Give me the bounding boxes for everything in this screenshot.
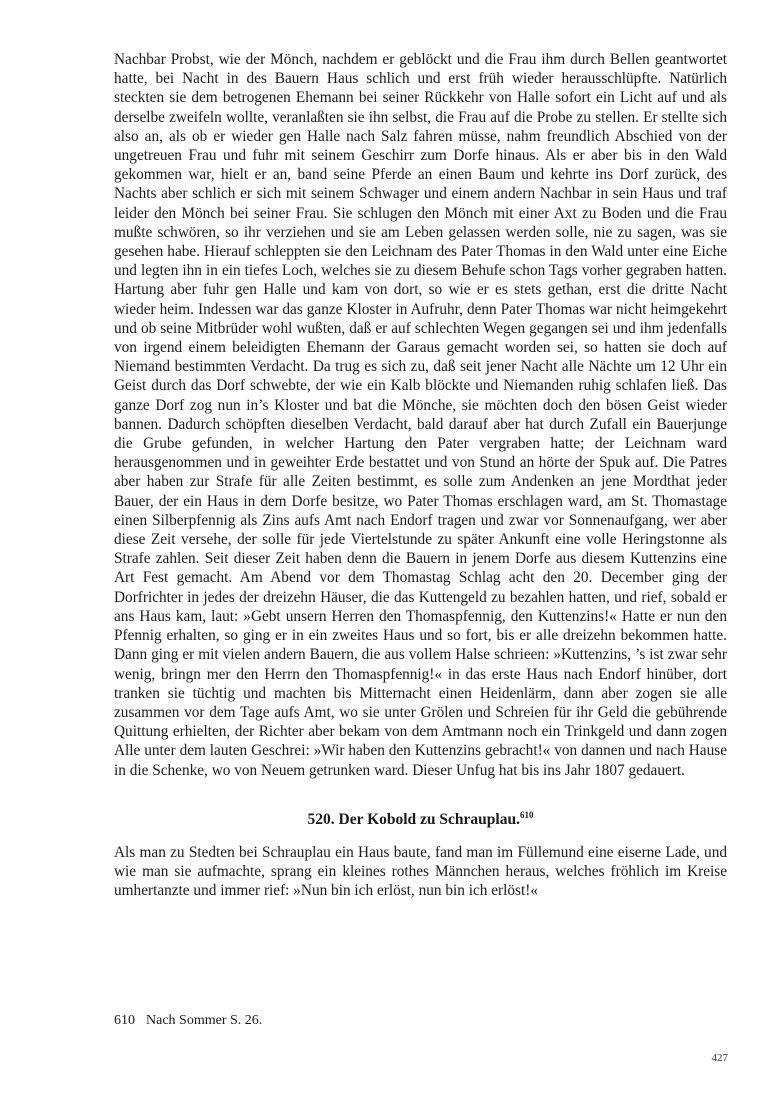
- section-heading: [114, 810, 727, 829]
- section-heading-text: 520. Der Kobold zu Schrauplau.: [307, 810, 520, 828]
- footnote-text: Nach Sommer S. 26.: [146, 1013, 263, 1028]
- page-number: 427: [711, 1052, 728, 1064]
- page-body: [114, 50, 727, 901]
- footnote-reference: 610: [519, 809, 534, 820]
- footnote-number: 610: [114, 1013, 135, 1028]
- footnote: [114, 1013, 262, 1029]
- body-paragraph: Nachbar Probst, wie der Mönch, nachdem er geblöckt und die Frau ihm durch Bellen geantwortet hatte, bei Nacht in des Bauern Haus schlich und erst früh wieder herausschlüpfte. Natürlich steckten sie dem betrogenen Ehemann bei seiner Rückkehr von Halle sofort ein Licht auf und als derselbe zweifeln wollte, veranlaßten sie ihn selbst, die Frau auf die Probe zu stellen. Er stellte sich also an, als ob er wieder gen Halle nach Salz fahren müsse, nahm freundlich Abschied von der ungetreuen Frau und fuhr mit seinem Geschirr zum Dorfe hinaus. Als er aber bis in den Wald gekommen war, hielt er an, band seine Pferde an einen Baum und kehrte ins Dorf zurück, des Nachts aber schlich er sich mit seinem Schwager und einem andern Nachbar in sein Haus und traf leider den Mönch bei seiner Frau. Sie schlugen den Mönch mit einer Axt zu Boden und die Frau mußte schwören, so ihr verziehen und sie am Leben gelassen werden solle, nie zu sagen, was sie gesehen habe. Hierauf schleppten sie den Leichnam des Pater Thomas in den Wald unter eine Eiche und legten ihn in ein tiefes Loch, welches sie zu diesem Behufe schon Tags vorher gegraben hatten. Hartung aber fuhr gen Halle und kam von dort, so wie er es stets gethan, erst die dritte Nacht wieder heim. Indessen war das ganze Kloster in Aufruhr, denn Pater Thomas war nicht heimgekehrt und ob seine Mitbrüder wohl wußten, daß er auf schlechten Wegen gegangen sei und ihm jedenfalls von irgend einem beleidigten Ehemann der Garaus gemacht worden sei, so hatten sie doch auf Niemand bestimmten Verdacht. Da trug es sich zu, daß seit jener Nacht alle Nächte um 12 Uhr ein Geist durch das Dorf schwebte, der wie ein Kalb blöckte und Niemanden ruhig schlafen ließ. Das ganze Dorf zog nun in’s Kloster und bat die Mönche, sie möchten doch den bösen Geist wieder bannen. Dadurch schöpften dieselben Verdacht, bald darauf aber hat durch Zufall ein Bauerjunge die Grube gefunden, in welcher Hartung den Pater vergraben hatte; der Leichnam ward herausgenommen und in geweihter Erde bestattet und von Stund an hörte der Spuk auf. Die Patres aber haben zur Strafe für alle Zeiten bestimmt, es solle zum Andenken an jene Mordthat jeder Bauer, der ein Haus in dem Dorfe besitze, wo Pater Thomas erschlagen ward, am St. Thomastage einen Silberpfennig als Zins aufs Amt nach Endorf tragen und zwar vor Sonnenaufgang, wer aber diese Zeit versehe, der solle für jede Viertelstunde zu später Ankunft eine volle Heringstonne als Strafe zahlen. Seit dieser Zeit haben denn die Bauern in jenem Dorfe aus diesem Kuttenzins eine Art Fest gemacht. Am Abend vor dem Thomastag Schlag acht den 20. December ging der Dorfrichter in jedes der dreizehn Häuser, die das Kuttengeld zu bezahlen hatten, und rief, sobald er ans Haus kam, laut: »Gebt unsern Herren den Thomaspfennig, den Kuttenzins!« Hatte er nun den Pfennig erhalten, so ging er in ein zweites Haus und so fort, bis er alle dreizehn bekommen hatte. Dann ging er mit vielen andern Bauern, die aus vollem Halse schrieen: »Kuttenzins, ’s ist zwar sehr wenig, bringn mer den Herrn den Thomaspfennig!« in das erste Haus nach Endorf hinüber, dort tranken sie tüchtig und machten bis Mitternacht einen Heidenlärm, dann aber zogen sie alle zusammen vor dem Tage aufs Amt, wo sie unter Grölen und Schreien für ihr Geld die gebührende Quittung erhielten, der Richter aber bekam von dem Amtmann noch ein Trinkgeld und dann zogen Alle unter dem lauten Geschrei: »Wir haben den Kuttenzins gebracht!« von dannen und nach Hause in die Schenke, wo von Neuem getrunken ward. Dieser Unfug hat bis ins Jahr 1807 gedauert.: [114, 51, 727, 779]
- section-paragraph: Als man zu Stedten bei Schrauplau ein Haus baute, fand man im Füllemund eine eiserne Lade, und wie man sie aufmachte, sprang ein kleines rothes Männchen heraus, welches fröhlich im Kreise umhertanzte und immer rief: »Nun bin ich erlöst, nun bin ich erlöst!«: [114, 843, 727, 900]
